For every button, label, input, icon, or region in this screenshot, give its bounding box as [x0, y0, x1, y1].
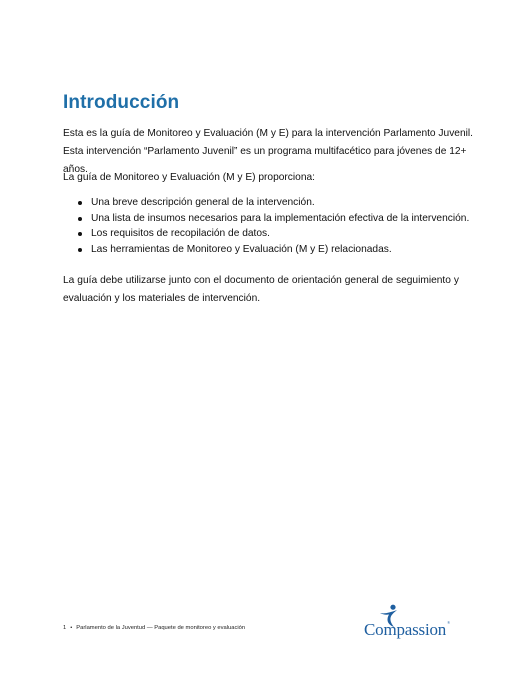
- page-number: 1: [63, 625, 67, 631]
- list-item: [63, 242, 483, 258]
- bullet-icon: [78, 232, 82, 236]
- bullet-list: [63, 195, 483, 257]
- list-item-text: Las herramientas de Monitoreo y Evaluación (M y E) relacionadas.: [91, 243, 392, 255]
- bullet-icon: [78, 217, 82, 221]
- page-footer: [63, 625, 245, 631]
- list-item: [63, 211, 483, 227]
- bullet-icon: [78, 201, 82, 205]
- provides-paragraph: La guía de Monitoreo y Evaluación (M y E) proporciona:: [63, 172, 315, 183]
- compassion-logo: [364, 604, 474, 644]
- list-item: [63, 195, 483, 211]
- list-item-text: Una breve descripción general de la intervención.: [91, 197, 315, 208]
- list-item-text: Los requisitos de recopilación de datos.: [91, 228, 270, 239]
- footer-separator: •: [70, 625, 73, 631]
- bullet-icon: [78, 248, 82, 252]
- list-item-text: Una lista de insumos necesarios para la implementación efectiva de la intervención.: [91, 212, 470, 224]
- page-title: Introducción: [63, 92, 180, 113]
- logo-wordmark: [364, 620, 450, 640]
- logo-text: Compassion: [364, 620, 447, 639]
- usage-paragraph: La guía debe utilizarse junto con el documento de orientación general de seguimiento y evaluación y los materiales de intervención.: [63, 275, 459, 304]
- intro-paragraph: Esta es la guía de Monitoreo y Evaluación (M y E) para la intervención Parlamento Juvenil. Esta intervención “Parlamento Juvenil” es un programa multifacético para jóvenes de 12+ años.: [63, 128, 473, 175]
- logo-trademark: ®: [447, 620, 450, 625]
- list-item: [63, 226, 483, 242]
- footer-title: Parlamento de la Juventud — Paquete de monitoreo y evaluación: [76, 625, 246, 631]
